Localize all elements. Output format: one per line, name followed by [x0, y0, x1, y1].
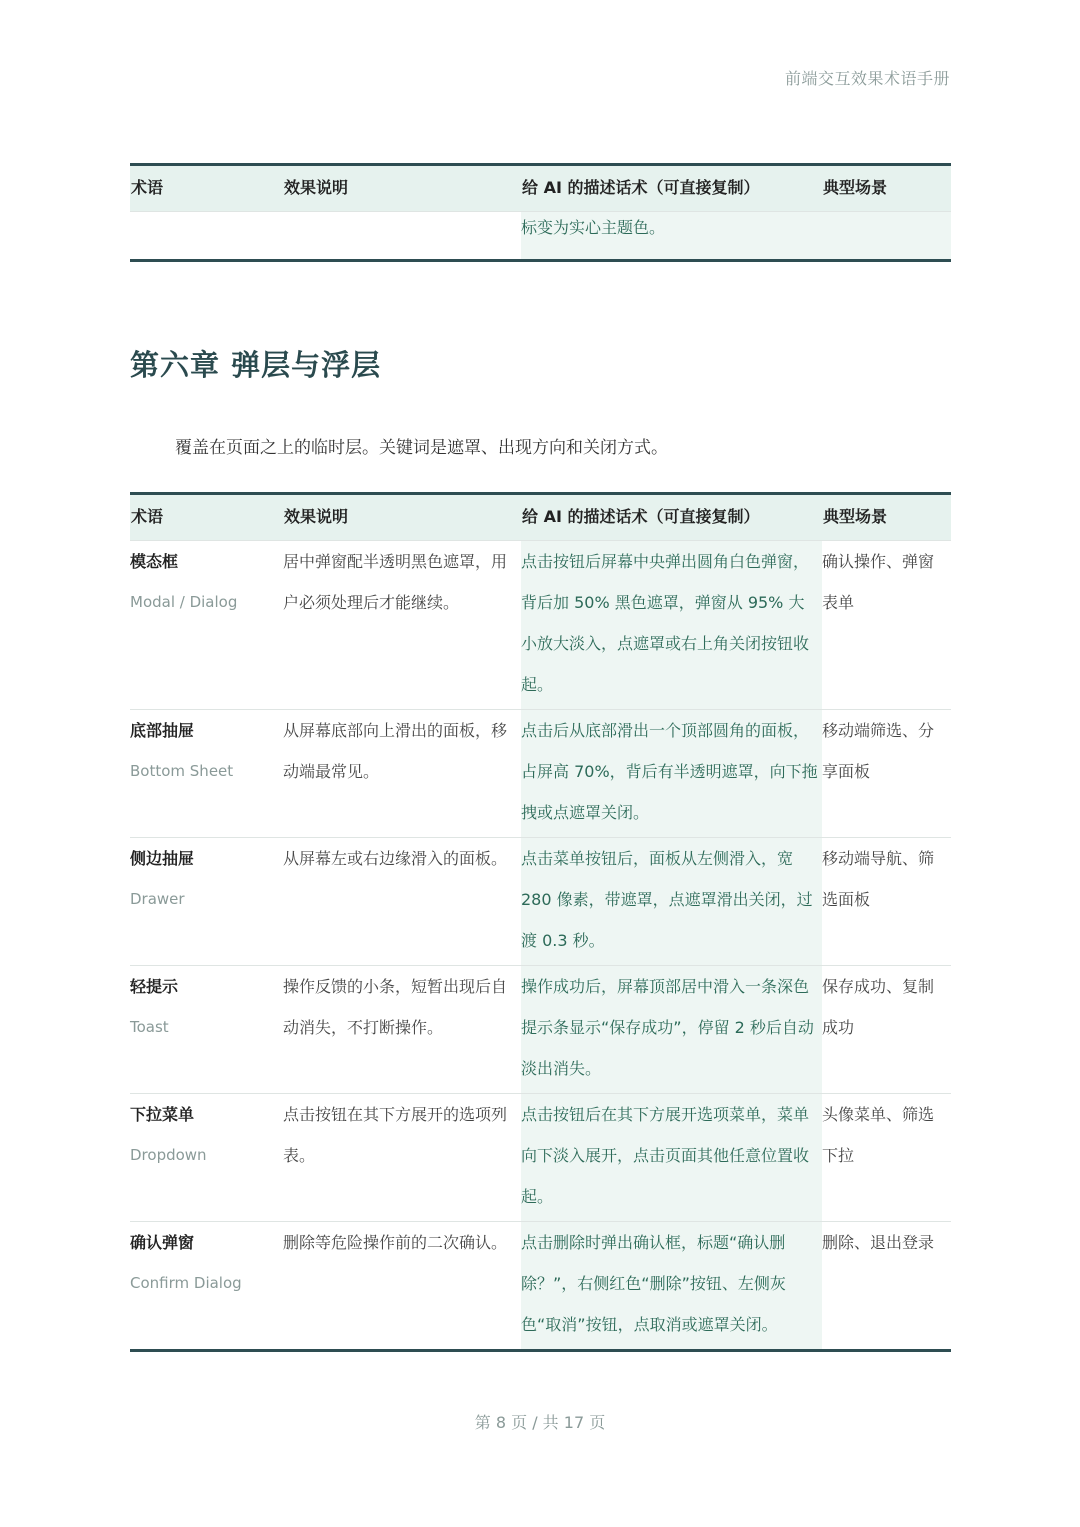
scene-cell: 移动端筛选、分享面板 — [822, 710, 951, 838]
effect-cell — [283, 212, 521, 261]
scene-cell: 保存成功、复制成功 — [822, 966, 951, 1094]
term-cell — [130, 838, 283, 966]
header-effect: 效果说明 — [283, 494, 521, 541]
scene-cell: 头像菜单、筛选下拉 — [822, 1094, 951, 1222]
term-cell — [130, 212, 283, 261]
term-chinese: 轻提示 — [130, 977, 179, 996]
term-english: Bottom Sheet — [130, 762, 234, 780]
chapter-title: 第六章 弹层与浮层 — [130, 348, 382, 382]
page-number: 第 8 页 / 共 17 页 — [474, 1413, 606, 1432]
prompt-cell: 点击按钮后屏幕中央弹出圆角白色弹窗，背后加 50% 黑色遮罩，弹窗从 95% 大小放大淡入，点遮罩或右上角关闭按钮收起。 — [521, 541, 822, 710]
prompt-cell: 点击菜单按钮后，面板从左侧滑入，宽 280 像素，带遮罩，点遮罩滑出关闭，过渡 0.3 秒。 — [521, 838, 822, 966]
prompt-cell: 标变为实心主题色。 — [521, 212, 822, 261]
prompt-cell: 点击后从底部滑出一个顶部圆角的面板，占屏高 70%，背后有半透明遮罩，向下拖拽或点遮罩关闭。 — [521, 710, 822, 838]
scene-cell: 移动端导航、筛选面板 — [822, 838, 951, 966]
scene-cell — [822, 212, 951, 261]
table-header-row — [130, 494, 951, 541]
term-cell — [130, 1222, 283, 1351]
table-row — [130, 541, 951, 710]
effect-cell: 居中弹窗配半透明黑色遮罩，用户必须处理后才能继续。 — [283, 541, 521, 710]
term-chinese: 侧边抽屉 — [130, 849, 195, 868]
header-term: 术语 — [130, 165, 283, 212]
prompt-cell: 点击按钮后在其下方展开选项菜单，菜单向下淡入展开，点击页面其他任意位置收起。 — [521, 1094, 822, 1222]
term-cell — [130, 1094, 283, 1222]
effect-cell: 操作反馈的小条，短暂出现后自动消失，不打断操作。 — [283, 966, 521, 1094]
term-english: Toast — [130, 1018, 169, 1036]
header-prompt: 给 AI 的描述话术（可直接复制） — [521, 165, 822, 212]
chapter-intro: 覆盖在页面之上的临时层。关键词是遮罩、出现方向和关闭方式。 — [175, 438, 668, 458]
term-chinese: 模态框 — [130, 552, 179, 571]
scene-cell: 确认操作、弹窗表单 — [822, 541, 951, 710]
term-chinese: 底部抽屉 — [130, 721, 195, 740]
table-row — [130, 966, 951, 1094]
header-scene: 典型场景 — [822, 494, 951, 541]
effect-cell: 从屏幕左或右边缘滑入的面板。 — [283, 838, 521, 966]
term-table-continued — [130, 163, 951, 262]
term-table — [130, 492, 951, 1352]
header-scene: 典型场景 — [822, 165, 951, 212]
term-cell — [130, 710, 283, 838]
table-header-row — [130, 165, 951, 212]
header-effect: 效果说明 — [283, 165, 521, 212]
table-row — [130, 838, 951, 966]
header-prompt: 给 AI 的描述话术（可直接复制） — [521, 494, 822, 541]
term-cell — [130, 966, 283, 1094]
prompt-cell: 点击删除时弹出确认框，标题“确认删除？”，右侧红色“删除”按钮、左侧灰色“取消”按钮，点取消或遮罩关闭。 — [521, 1222, 822, 1351]
effect-cell: 从屏幕底部向上滑出的面板，移动端最常见。 — [283, 710, 521, 838]
term-english: Dropdown — [130, 1146, 207, 1164]
scene-cell: 删除、退出登录 — [822, 1222, 951, 1351]
term-english: Drawer — [130, 890, 185, 908]
prompt-cell: 操作成功后，屏幕顶部居中滑入一条深色提示条显示“保存成功”，停留 2 秒后自动淡出消失。 — [521, 966, 822, 1094]
effect-cell: 点击按钮在其下方展开的选项列表。 — [283, 1094, 521, 1222]
running-header: 前端交互效果术语手册 — [784, 69, 950, 88]
term-cell — [130, 541, 283, 710]
table-row — [130, 1094, 951, 1222]
table-row — [130, 1222, 951, 1351]
term-english: Modal / Dialog — [130, 593, 238, 611]
table-row — [130, 710, 951, 838]
effect-cell: 删除等危险操作前的二次确认。 — [283, 1222, 521, 1351]
term-chinese: 确认弹窗 — [130, 1233, 195, 1252]
header-term: 术语 — [130, 494, 283, 541]
term-chinese: 下拉菜单 — [130, 1105, 195, 1124]
term-english: Confirm Dialog — [130, 1274, 242, 1292]
table-row — [130, 212, 951, 261]
